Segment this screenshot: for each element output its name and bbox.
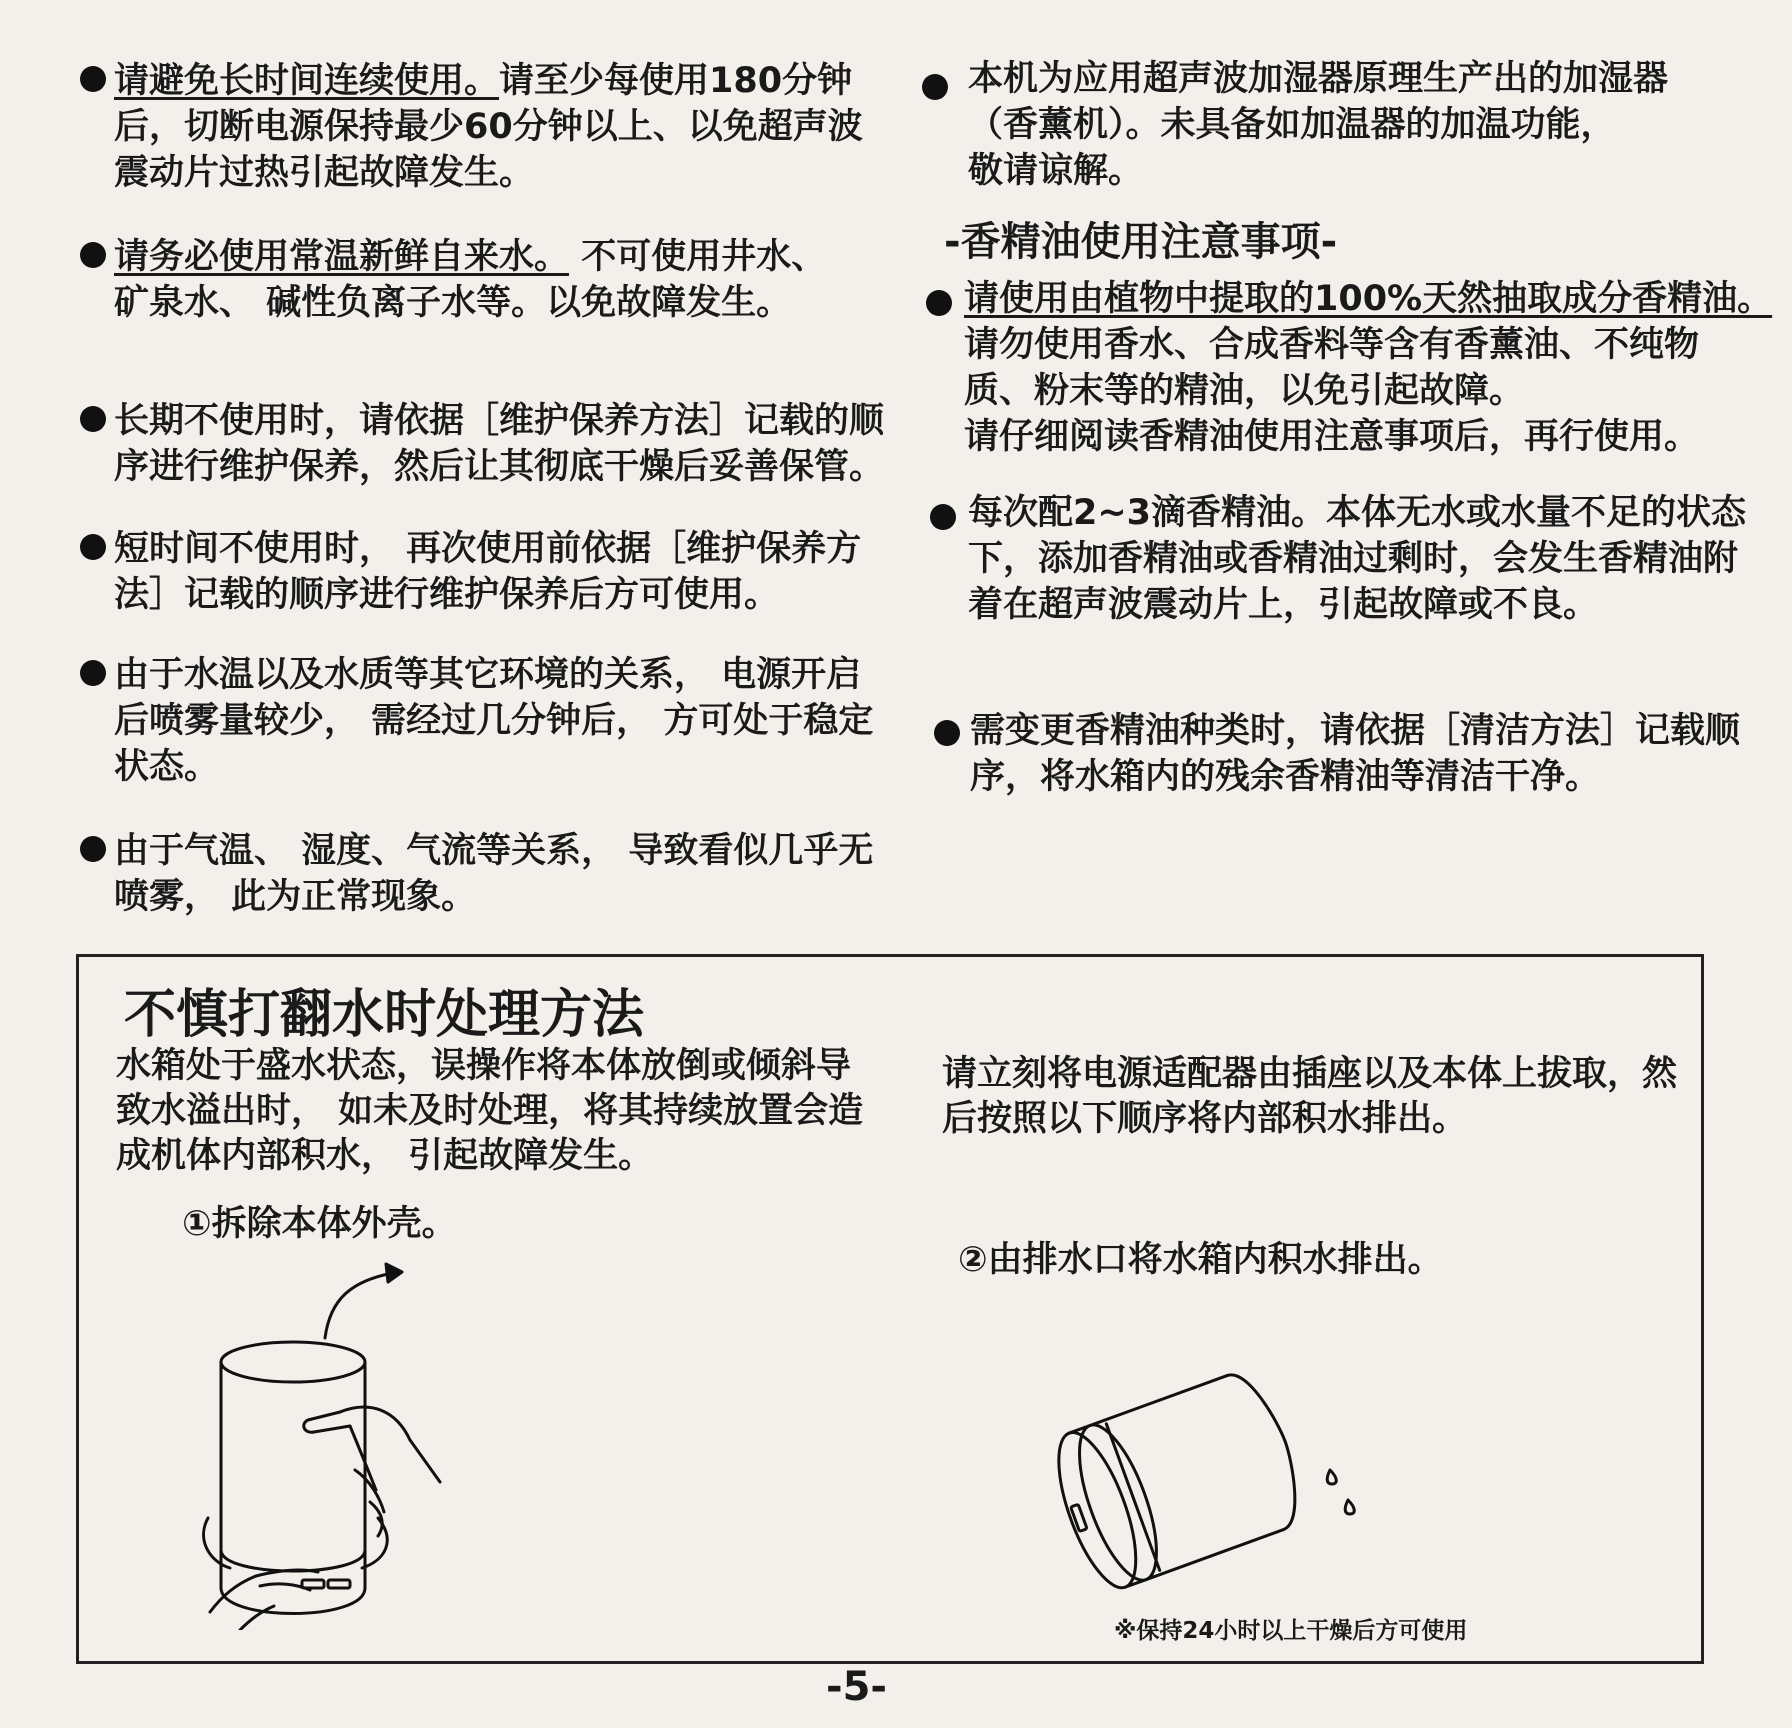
spill-line: 请立刻将电源适配器由插座以及本体上拔取，然	[942, 1054, 1678, 1094]
bullet-icon	[80, 534, 106, 560]
notice-line: 请至少每使用180分钟	[499, 61, 853, 101]
notice-item	[114, 234, 826, 326]
remove-shell-illustration	[200, 1250, 500, 1630]
bullet-icon	[922, 74, 948, 100]
notice-line: 请勿使用香水、合成香料等含有香薰油、不纯物	[964, 325, 1700, 365]
notice-item	[114, 58, 863, 196]
notice-line: 质、粉末等的精油，以免引起故障。	[964, 371, 1525, 411]
notice-line: （香薰机）。未具备如加温器的加温功能，	[968, 105, 1616, 145]
notice-line: 序，将水箱内的残余香精油等清洁干净。	[970, 757, 1601, 797]
notice-line: 喷雾， 此为正常现象。	[114, 877, 477, 917]
notice-line: 后喷雾量较少， 需经过几分钟后， 方可处于稳定	[114, 701, 874, 741]
bullet-icon	[930, 504, 956, 530]
dry-note: ※保持24小时以上干燥后方可使用	[1114, 1618, 1468, 1644]
notice-emphasis: 请使用由植物中提取的100%天然抽取成分香精油。	[964, 279, 1773, 319]
notice-line: 本机为应用超声波加湿器原理生产出的加湿器	[968, 59, 1669, 99]
step-1-label: ①拆除本体外壳。	[182, 1204, 457, 1244]
water-drop-icon	[1327, 1470, 1336, 1484]
notice-item	[968, 56, 1668, 194]
spill-title: 不慎打翻水时处理方法	[124, 985, 645, 1045]
spill-line: 后按照以下顺序将内部积水排出。	[942, 1099, 1468, 1139]
oil-heading: -香精油使用注意事项-	[944, 219, 1338, 265]
notice-line: 后，切断电源保持最少60分钟以上、以免超声波	[114, 107, 863, 147]
step-2-label: ②由排水口将水箱内积水排出。	[958, 1240, 1443, 1280]
notice-line: 不可使用井水、	[569, 237, 827, 277]
bullet-icon	[80, 836, 106, 862]
notice-item	[964, 276, 1772, 460]
notice-line: 着在超声波震动片上，引起故障或不良。	[968, 585, 1599, 625]
notice-item	[970, 708, 1740, 800]
spill-instruction	[942, 1052, 1677, 1142]
notice-line: 请仔细阅读香精油使用注意事项后，再行使用。	[964, 417, 1700, 457]
bullet-icon	[80, 406, 106, 432]
water-drop-icon	[1345, 1500, 1354, 1514]
notice-item	[114, 828, 873, 920]
notice-line: 矿泉水、 碱性负离子水等。以免故障发生。	[114, 283, 792, 323]
notice-item	[114, 526, 861, 618]
bullet-icon	[80, 242, 106, 268]
bullet-icon	[80, 660, 106, 686]
notice-item	[968, 490, 1746, 628]
notice-line: 每次配2~3滴香精油。本体无水或水量不足的状态	[968, 493, 1747, 533]
spill-line: 水箱处于盛水状态，误操作将本体放倒或倾斜导	[116, 1046, 852, 1086]
bullet-icon	[80, 66, 106, 92]
spill-line: 成机体内部积水， 引起故障发生。	[116, 1136, 654, 1176]
notice-line: 需变更香精油种类时，请依据［清洁方法］记载顺	[970, 711, 1741, 751]
notice-line: 由于气温、 湿度、气流等关系， 导致看似几乎无	[114, 831, 874, 871]
bullet-icon	[934, 720, 960, 746]
notice-emphasis: 请务必使用常温新鲜自来水。	[114, 237, 570, 277]
notice-line: 短时间不使用时， 再次使用前依据［维护保养方	[114, 529, 862, 569]
notice-line: 状态。	[114, 747, 220, 787]
spill-description	[116, 1044, 863, 1179]
spill-line: 致水溢出时， 如未及时处理，将其持续放置会造	[116, 1091, 864, 1131]
notice-line: 由于水温以及水质等其它环境的关系， 电源开启	[114, 655, 862, 695]
notice-line: 敬请谅解。	[968, 151, 1144, 191]
notice-line: 长期不使用时，请依据［维护保养方法］记载的顺	[114, 401, 885, 441]
notice-emphasis: 请避免长时间连续使用。	[114, 61, 500, 101]
notice-line: 序进行维护保养，然后让其彻底干燥后妥善保管。	[114, 447, 885, 487]
notice-item	[114, 652, 873, 790]
page-number: -5-	[826, 1664, 888, 1710]
notice-line: 下，添加香精油或香精油过剩时，会发生香精油附	[968, 539, 1739, 579]
notice-line: 法］记载的顺序进行维护保养后方可使用。	[114, 575, 780, 615]
notice-item	[114, 398, 884, 490]
bullet-icon	[926, 290, 952, 316]
notice-line: 震动片过热引起故障发生。	[114, 153, 535, 193]
drain-water-illustration	[1030, 1350, 1360, 1600]
